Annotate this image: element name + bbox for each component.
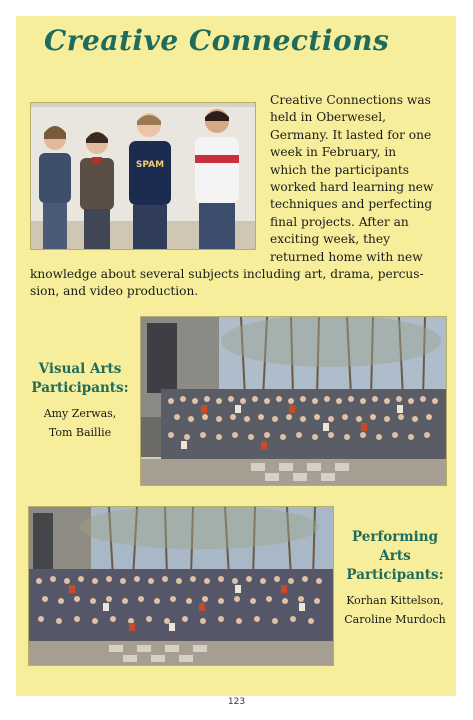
- heading-line: Performing: [351, 529, 439, 545]
- visual-arts-names: [26, 404, 134, 442]
- intro-line: which the participants: [270, 162, 410, 177]
- visual-arts-caption: [26, 360, 134, 442]
- intro-line: final projects. After an: [270, 214, 409, 229]
- participant-name: Caroline Murdoch: [344, 613, 446, 626]
- performing-arts-caption: [338, 528, 452, 629]
- visual-arts-heading: [26, 360, 134, 398]
- intro-text: [270, 92, 448, 266]
- heading-line: Arts Participants:: [346, 548, 444, 583]
- heading-line: Participants:: [31, 380, 129, 396]
- intro-text-continued: [30, 266, 450, 301]
- photo-visual-arts-group: [140, 316, 447, 486]
- intro-line: week in February, in: [270, 145, 397, 160]
- photo-performing-arts-group: [28, 506, 334, 666]
- page-number: 123: [227, 697, 246, 707]
- participant-name: Korhan Kittelson,: [346, 594, 444, 607]
- photo-group-portrait: [30, 102, 256, 250]
- participant-name: Tom Baillie: [48, 426, 112, 439]
- performing-arts-names: [338, 591, 452, 629]
- intro-line: sion, and video production.: [30, 284, 199, 299]
- heading-line: Visual Arts: [38, 361, 122, 377]
- performing-arts-heading: [338, 528, 452, 585]
- intro-line: Germany. It lasted for one: [270, 127, 432, 142]
- page-title: Creative Connections: [44, 24, 390, 57]
- intro-line: returned home with new: [270, 249, 423, 264]
- intro-line: held in Oberwesel,: [270, 110, 386, 125]
- intro-line: Creative Connections was: [270, 93, 431, 107]
- intro-line: techniques and perfecting: [270, 197, 433, 212]
- intro-line: exciting week, they: [270, 232, 390, 247]
- intro-line: worked hard learning new: [270, 180, 434, 195]
- portrait-shirt-text: SPAM: [135, 160, 165, 170]
- participant-name: Amy Zerwas,: [43, 407, 117, 420]
- intro-line: knowledge about several subjects including art, drama, percus-: [30, 267, 424, 281]
